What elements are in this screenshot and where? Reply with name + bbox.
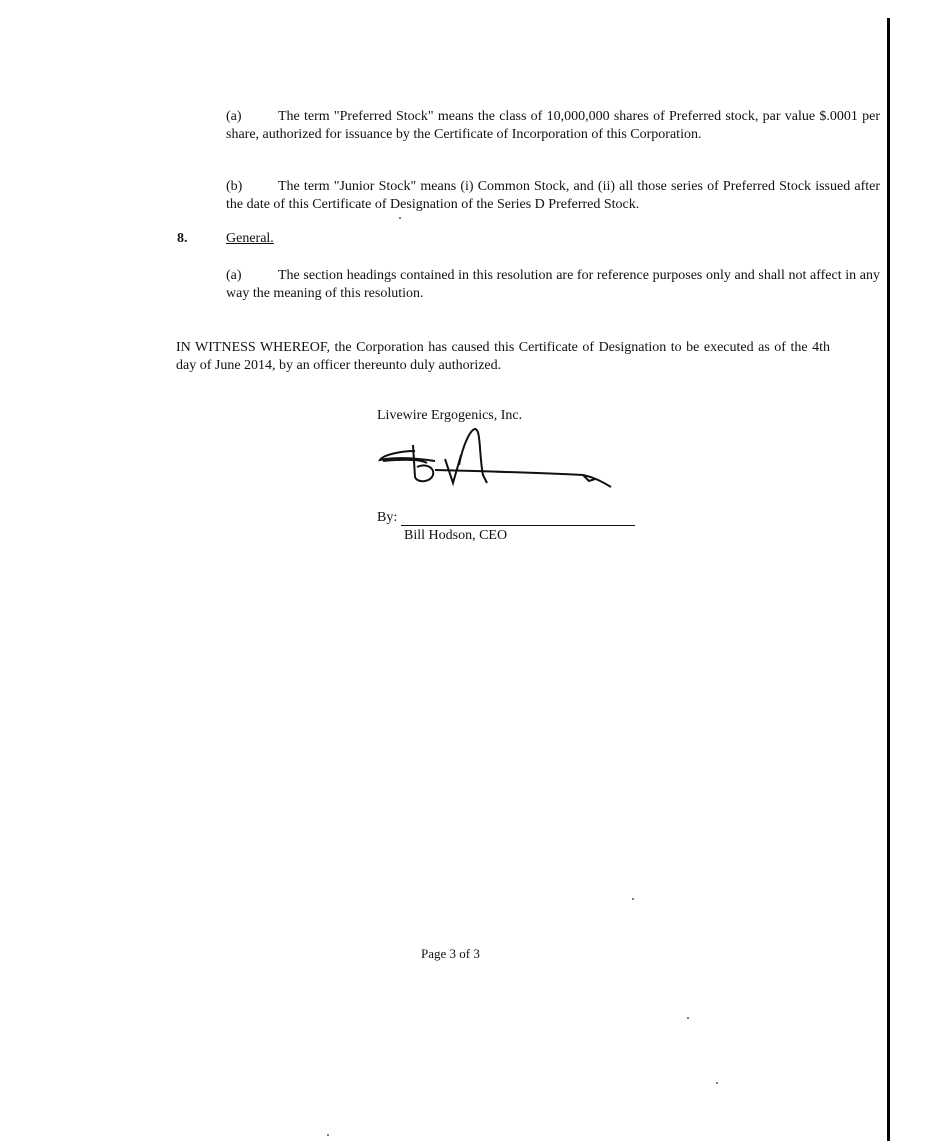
page-number: Page 3 of 3 [421, 946, 480, 961]
paragraph-text: The term "Junior Stock" means (i) Common Stock, and (ii) all those series of Preferred Stock issued after the date of this Certificate of Designation of the Series D Preferred Stock. [226, 179, 880, 212]
scan-edge-line [887, 18, 890, 1141]
paragraph-preferred-stock [128, 108, 880, 143]
paragraph-text: The term "Preferred Stock" means the class of 10,000,000 shares of Preferred stock, par value $.0001 per share, authorized for issuance by the Certificate of Incorporation of this Corporation. [226, 109, 880, 142]
section-title: General. [226, 231, 274, 246]
company-name: Livewire Ergogenics, Inc. [377, 408, 523, 423]
scan-speck [399, 217, 401, 219]
signature-by-row [377, 510, 635, 526]
section-number: 8. [177, 231, 188, 246]
paragraph-text: The section headings contained in this resolution are for reference purposes only and shall not affect in any way the meaning of this resolution. [226, 268, 880, 301]
scan-speck [632, 898, 634, 900]
paragraph-label: (a) [226, 268, 242, 283]
signer-name-title: Bill Hodson, CEO [404, 528, 508, 543]
handwritten-signature [375, 425, 625, 495]
section-heading-general [177, 231, 274, 247]
paragraph-section-headings [128, 267, 880, 302]
paragraph-junior-stock [128, 178, 880, 213]
signature-line [401, 510, 635, 526]
by-label: By: [377, 510, 398, 525]
scan-speck [327, 1134, 329, 1136]
paragraph-label: (a) [226, 109, 242, 124]
witness-text: IN WITNESS WHEREOF, the Corporation has caused this Certificate of Designation to be executed as of the 4th day of June 2014, by an officer thereunto duly authorized. [176, 340, 830, 373]
scan-speck [687, 1017, 689, 1019]
paragraph-label: (b) [226, 179, 243, 194]
scan-speck [716, 1082, 718, 1084]
paragraph-witness [128, 339, 830, 374]
